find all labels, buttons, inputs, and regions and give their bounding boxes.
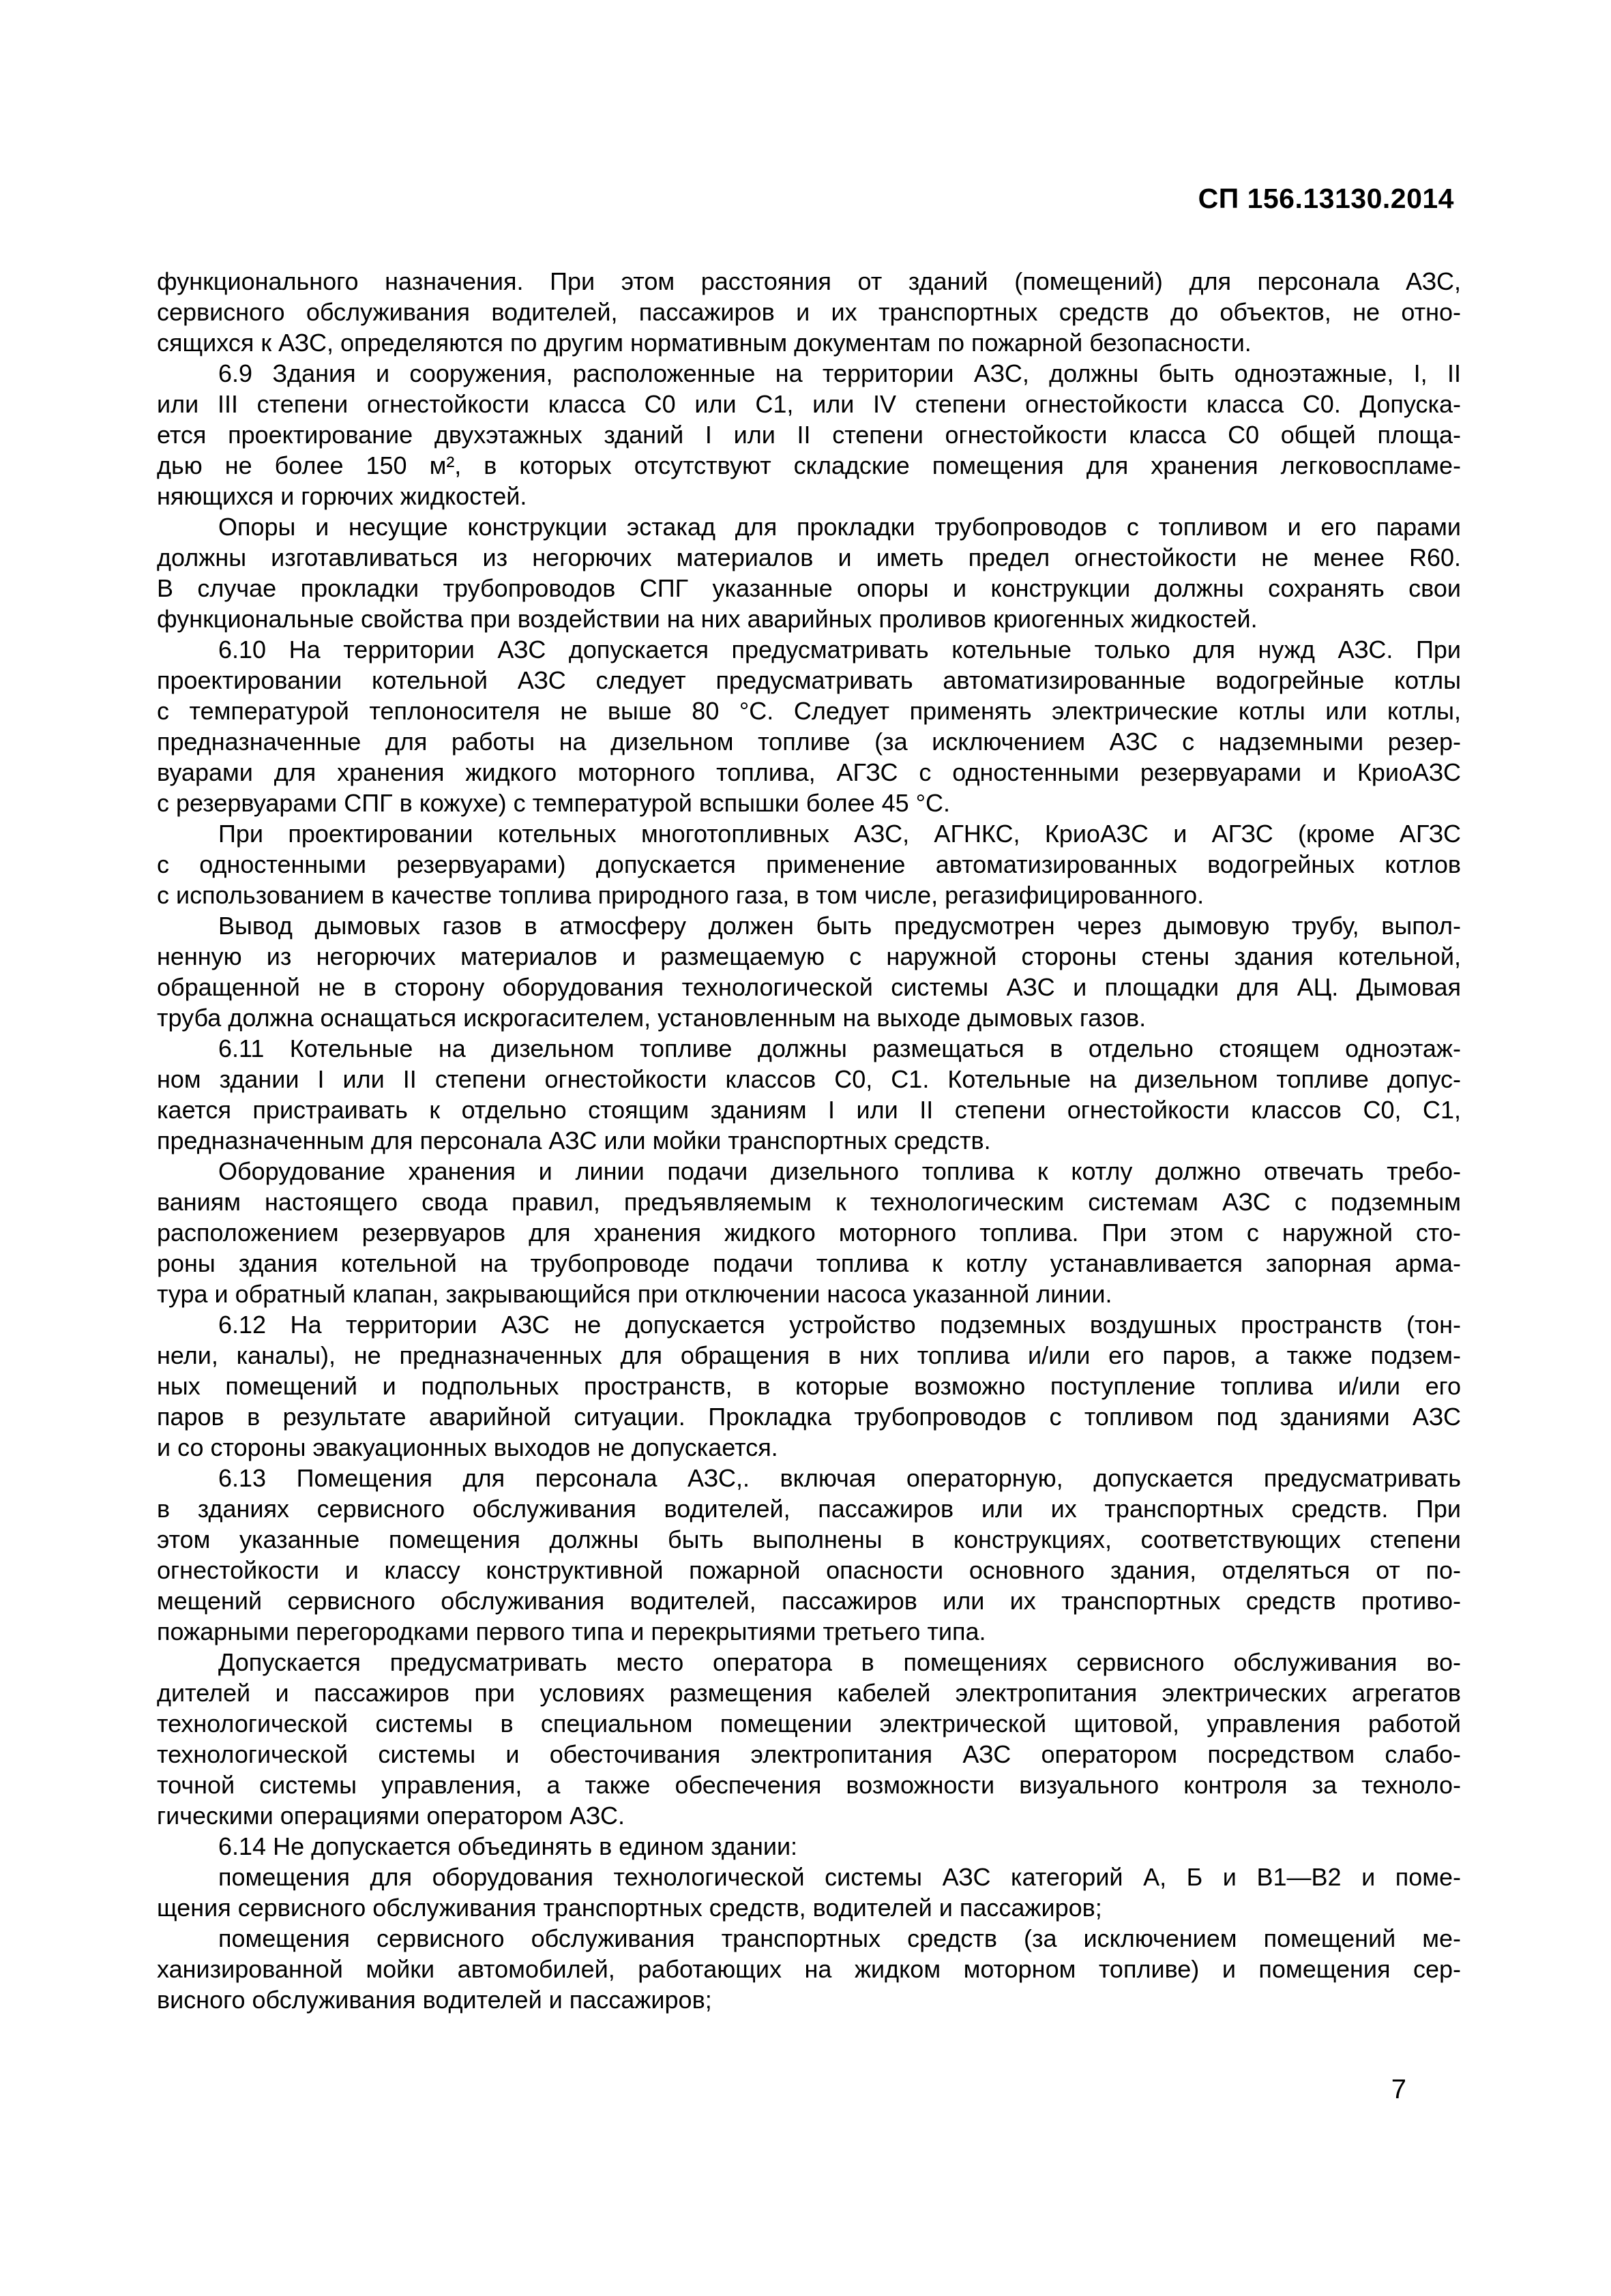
text-line: с использованием в качестве топлива природного газа, в том числе, регазифицированного. bbox=[157, 881, 1204, 909]
text-line: ется проектирование двухэтажных зданий I или II степени огнестойкости класса С0 общей площа- bbox=[157, 421, 1461, 449]
page-number: 7 bbox=[1391, 2074, 1406, 2104]
document-code-header: СП 156.13130.2014 bbox=[1198, 183, 1454, 214]
paragraph bbox=[157, 818, 1461, 910]
text-line: технологической системы и обесточивания электропитания АЗС оператором посредством слабо- bbox=[157, 1740, 1461, 1768]
text-line: гическими операциями оператором АЗС. bbox=[157, 1802, 625, 1830]
paragraph bbox=[157, 511, 1461, 634]
text-line: проектировании котельной АЗС следует предусматривать автоматизированные водогрейные котлы bbox=[157, 666, 1461, 694]
paragraph bbox=[157, 1862, 1461, 1923]
text-line: Вывод дымовых газов в атмосферу должен быть предусмотрен через дымовую трубу, выпол- bbox=[218, 912, 1461, 940]
text-line: дью не более 150 м², в которых отсутствуют складские помещения для хранения легковоспламе- bbox=[157, 451, 1461, 479]
text-line: или III степени огнестойкости класса С0 или С1, или IV степени огнестойкости класса С0. Допуска- bbox=[157, 390, 1461, 418]
text-line: пожарными перегородками первого типа и перекрытиями третьего типа. bbox=[157, 1617, 986, 1645]
text-line: и со стороны эвакуационных выходов не допускается. bbox=[157, 1433, 778, 1461]
text-line: функциональные свойства при воздействии на них аварийных проливов криогенных жидкостей. bbox=[157, 605, 1258, 633]
text-line: с одностенными резервуарами) допускается применение автоматизированных водогрейных котлов bbox=[157, 850, 1461, 878]
paragraph bbox=[157, 1156, 1461, 1309]
text-line: 6.11 Котельные на дизельном топливе должны размещаться в отдельно стоящем одноэтаж- bbox=[218, 1034, 1461, 1062]
text-line: При проектировании котельных многотопливных АЗС, АГНКС, КриоАЗС и АГЗС (кроме АГЗС bbox=[218, 820, 1461, 848]
text-line: с температурой теплоносителя не выше 80 °С. Следует применять электрические котлы или котлы, bbox=[157, 697, 1461, 725]
paragraph bbox=[157, 634, 1461, 818]
text-line: 6.9 Здания и сооружения, расположенные на территории АЗС, должны быть одноэтажные, I, II bbox=[218, 359, 1461, 387]
text-line: вуарами для хранения жидкого моторного топлива, АГЗС с одностенными резервуарами и КриоАЗС bbox=[157, 758, 1461, 786]
text-line: огнестойкости и классу конструктивной пожарной опасности основного здания, отделяться от по- bbox=[157, 1556, 1461, 1584]
text-line: ханизированной мойки автомобилей, работающих на жидком моторном топливе) и помещения сер- bbox=[157, 1955, 1461, 1983]
paragraph bbox=[157, 1647, 1461, 1831]
text-line: 6.12 На территории АЗС не допускается устройство подземных воздушных пространств (тон- bbox=[218, 1311, 1461, 1339]
text-line: 6.10 На территории АЗС допускается предусматривать котельные только для нужд АЗС. При bbox=[218, 636, 1461, 664]
text-line: тура и обратный клапан, закрывающийся при отключении насоса указанной линии. bbox=[157, 1280, 1112, 1308]
text-line: предназначенные для работы на дизельном топливе (за исключением АЗС с надземными резер- bbox=[157, 728, 1461, 756]
text-line: кается пристраивать к отдельно стоящим зданиям I или II степени огнестойкости классов С0, С1, bbox=[157, 1096, 1461, 1124]
text-line: Допускается предусматривать место оператора в помещениях сервисного обслуживания во- bbox=[218, 1648, 1461, 1676]
text-line: роны здания котельной на трубопроводе подачи топлива к котлу устанавливается запорная арма- bbox=[157, 1249, 1461, 1277]
text-line: ваниям настоящего свода правил, предъявляемым к технологическим системам АЗС с подземным bbox=[157, 1188, 1461, 1216]
text-line: этом указанные помещения должны быть выполнены в конструкциях, соответствующих степени bbox=[157, 1525, 1461, 1553]
text-line: сящихся к АЗС, определяются по другим нормативным документам по пожарной безопасности. bbox=[157, 329, 1252, 357]
text-line: технологической системы в специальном помещении электрической щитовой, управления работой bbox=[157, 1710, 1461, 1738]
paragraph bbox=[157, 1831, 1461, 1862]
text-line: сервисного обслуживания водителей, пассажиров и их транспортных средств до объектов, не отно- bbox=[157, 298, 1461, 326]
paragraph bbox=[157, 358, 1461, 511]
text-line: висного обслуживания водителей и пассажиров; bbox=[157, 1986, 712, 2014]
text-line: паров в результате аварийной ситуации. Прокладка трубопроводов с топливом под зданиями АЗС bbox=[157, 1403, 1461, 1431]
text-line: предназначенным для персонала АЗС или мойки транспортных средств. bbox=[157, 1127, 991, 1154]
text-line: функционального назначения. При этом расстояния от зданий (помещений) для персонала АЗС, bbox=[157, 267, 1461, 295]
text-line: Опоры и несущие конструкции эстакад для прокладки трубопроводов с топливом и его парами bbox=[218, 513, 1461, 541]
document-body-text bbox=[157, 266, 1461, 2015]
text-line: помещения для оборудования технологической системы АЗС категорий А, Б и В1—В2 и поме- bbox=[218, 1863, 1461, 1891]
text-line: с резервуарами СПГ в кожухе) с температурой вспышки более 45 °С. bbox=[157, 789, 951, 817]
paragraph bbox=[157, 1923, 1461, 2015]
paragraph bbox=[157, 1463, 1461, 1647]
text-line: мещений сервисного обслуживания водителей, пассажиров или их транспортных средств противо- bbox=[157, 1587, 1461, 1615]
paragraph bbox=[157, 1309, 1461, 1463]
paragraph bbox=[157, 1033, 1461, 1156]
text-line: щения сервисного обслуживания транспортных средств, водителей и пассажиров; bbox=[157, 1894, 1102, 1922]
text-line: ненную из негорючих материалов и размещаемую с наружной стороны стены здания котельной, bbox=[157, 942, 1461, 970]
paragraph bbox=[157, 266, 1461, 358]
text-line: нели, каналы), не предназначенных для обращения в них топлива и/или его паров, а также подзем- bbox=[157, 1341, 1461, 1369]
text-line: расположением резервуаров для хранения жидкого моторного топлива. При этом с наружной сто- bbox=[157, 1219, 1461, 1247]
paragraph bbox=[157, 910, 1461, 1033]
text-line: 6.13 Помещения для персонала АЗС,. включая операторную, допускается предусматривать bbox=[218, 1464, 1461, 1492]
text-line: должны изготавливаться из негорючих материалов и иметь предел огнестойкости не менее R60. bbox=[157, 543, 1461, 571]
text-line: Оборудование хранения и линии подачи дизельного топлива к котлу должно отвечать требо- bbox=[218, 1157, 1461, 1185]
text-line: В случае прокладки трубопроводов СПГ указанные опоры и конструкции должны сохранять свои bbox=[157, 574, 1461, 602]
text-line: в зданиях сервисного обслуживания водителей, пассажиров или их транспортных средств. При bbox=[157, 1495, 1461, 1523]
text-line: точной системы управления, а также обеспечения возможности визуального контроля за техноло- bbox=[157, 1771, 1461, 1799]
text-line: труба должна оснащаться искрогасителем, установленным на выходе дымовых газов. bbox=[157, 1004, 1147, 1032]
text-line: 6.14 Не допускается объединять в едином здании: bbox=[218, 1832, 798, 1860]
text-line: дителей и пассажиров при условиях размещения кабелей электропитания электрических агрегатов bbox=[157, 1679, 1461, 1707]
text-line: ных помещений и подпольных пространств, в которые возможно поступление топлива и/или его bbox=[157, 1372, 1461, 1400]
text-line: няющихся и горючих жидкостей. bbox=[157, 482, 527, 510]
text-line: обращенной не в сторону оборудования технологической системы АЗС и площадки для АЦ. Дымовая bbox=[157, 973, 1461, 1001]
text-line: ном здании I или II степени огнестойкости классов С0, С1. Котельные на дизельном топливе допус- bbox=[157, 1065, 1461, 1093]
text-line: помещения сервисного обслуживания транспортных средств (за исключением помещений ме- bbox=[218, 1924, 1461, 1952]
